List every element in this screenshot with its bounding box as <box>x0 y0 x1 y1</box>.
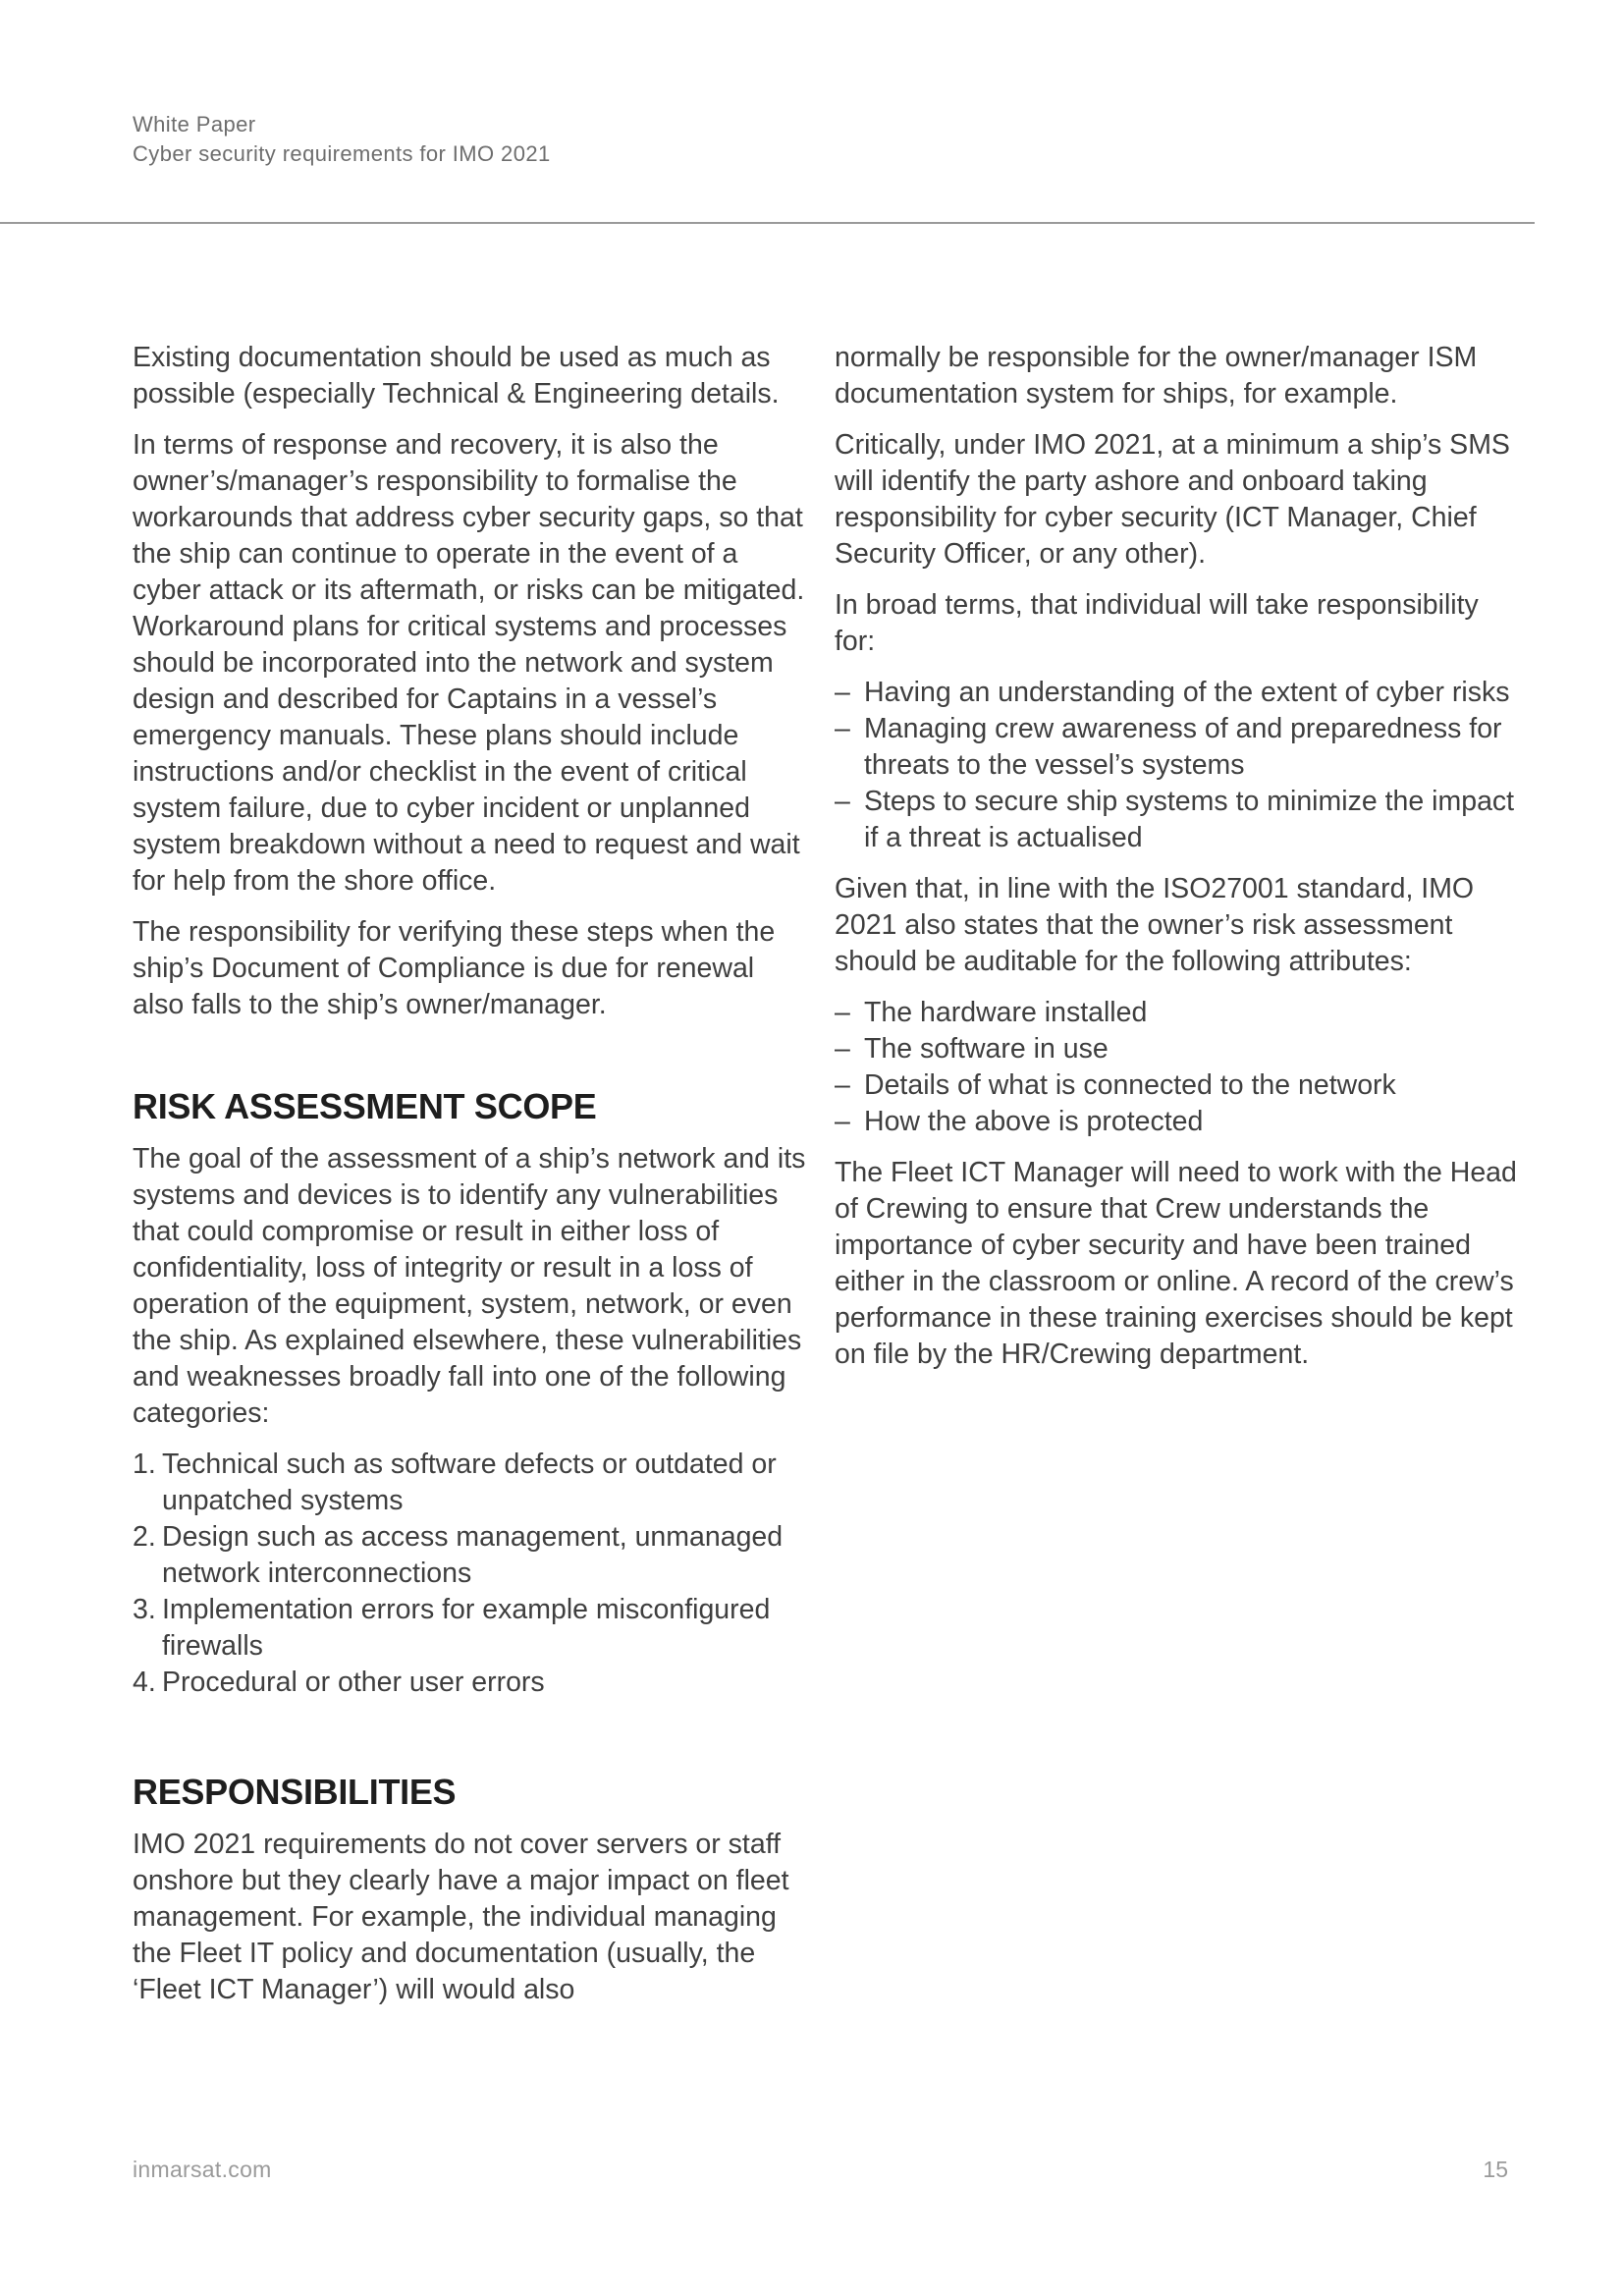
list-item-text: Managing crew awareness of and preparedness for threats to the vessel’s systems <box>864 713 1502 781</box>
paragraph-assessment-goal: The goal of the assessment of a ship’s network and its systems and devices is to identify any vulnerabilities that could compromise or result in either loss of confidentiality, loss of integrity or result in a loss of operation of the equipment, system, network, or even the ship. As explained elsewhere, these vulnerabilities and weaknesses broadly fall into one of the following categories: <box>133 1143 806 1429</box>
list-item <box>133 1519 810 1592</box>
dash-bullet: – <box>835 713 850 744</box>
list-item <box>133 1665 810 1701</box>
list-item-text: Design such as access management, unmanaged network interconnections <box>162 1521 784 1589</box>
list-item-text: Technical such as software defects or outdated or unpatched systems <box>162 1449 777 1516</box>
list-item-text: Having an understanding of the extent of cyber risks <box>864 677 1510 708</box>
paragraph-verification-responsibility: The responsibility for verifying these steps when the ship’s Document of Compliance is due for renewal also falls to the ship’s owner/manager. <box>133 916 776 1020</box>
paragraph-iso27001: Given that, in line with the ISO27001 standard, IMO 2021 also states that the owner’s risk assessment should be auditable for the following attributes: <box>835 873 1475 977</box>
list-item-text: Procedural or other user errors <box>162 1667 545 1698</box>
right-column <box>835 340 1522 1388</box>
header-doc-title: Cyber security requirements for IMO 2021 <box>133 141 551 166</box>
list-item-text: Steps to secure ship systems to minimize the impact if a threat is actualised <box>864 786 1515 853</box>
heading-responsibilities: RESPONSIBILITIES <box>133 1772 457 1812</box>
list-item <box>835 675 1522 711</box>
list-item <box>835 995 1522 1031</box>
heading-risk-assessment-scope: RISK ASSESSMENT SCOPE <box>133 1086 597 1126</box>
responsibility-list <box>835 675 1522 856</box>
paragraph-sms-responsibility: Critically, under IMO 2021, at a minimum a ship’s SMS will identify the party ashore and onboard taking responsibility for cyber security (ICT Manager, Chief Security Officer, or any other). <box>835 429 1510 570</box>
list-number: 1. <box>133 1449 156 1480</box>
header-doc-type: White Paper <box>133 112 256 137</box>
dash-bullet: – <box>835 677 850 708</box>
list-item <box>835 1104 1522 1140</box>
list-item <box>133 1592 810 1665</box>
paragraph-existing-documentation: Existing documentation should be used as much as possible (especially Technical & Engineering details. <box>133 342 780 410</box>
section-spacer <box>133 1716 810 1771</box>
vulnerability-categories-list <box>133 1447 810 1701</box>
header-divider <box>0 222 1535 224</box>
dash-bullet: – <box>835 997 850 1028</box>
dash-bullet: – <box>835 1106 850 1137</box>
footer-website-link[interactable]: inmarsat.com <box>133 2157 272 2182</box>
dash-bullet: – <box>835 1069 850 1101</box>
list-item-text: The software in use <box>864 1033 1109 1065</box>
list-item <box>835 1031 1522 1067</box>
paragraph-imo-requirements: IMO 2021 requirements do not cover servers or staff onshore but they clearly have a major impact on fleet management. For example, the individual managing the Fleet IT policy and documentation (usually, the ‘Fleet ICT Manager’) will would also <box>133 1829 789 2005</box>
list-item-text: The hardware installed <box>864 997 1148 1028</box>
dash-bullet: – <box>835 1033 850 1065</box>
paragraph-ism-continuation: normally be responsible for the owner/manager ISM documentation system for ships, for example. <box>835 342 1478 410</box>
paragraph-response-recovery: In terms of response and recovery, it is also the owner’s/manager’s responsibility to formalise the workarounds that address cyber security gaps, so that the ship can continue to operate in the event of a cyber attack or its aftermath, or risks can be mitigated. Workaround plans for critical systems and processes should be incorporated into the network and system design and described for Captains in a vessel’s emergency manuals. These plans should include instructions and/or checklist in the event of critical system failure, due to cyber incident or unplanned system breakdown without a need to request and wait for help from the shore office. <box>133 429 805 897</box>
list-number: 2. <box>133 1521 156 1553</box>
list-item <box>133 1447 810 1519</box>
auditable-attributes-list <box>835 995 1522 1140</box>
paragraph-fleet-ict-manager: The Fleet ICT Manager will need to work with the Head of Crewing to ensure that Crew understands the importance of cyber security and have been trained either in the classroom or online. A record of the crew’s performance in these training exercises should be kept on file by the HR/Crewing department. <box>835 1157 1517 1370</box>
list-item <box>835 711 1522 784</box>
list-item <box>835 784 1522 856</box>
list-number: 4. <box>133 1667 156 1698</box>
page-header <box>133 110 551 169</box>
section-spacer <box>133 1038 810 1085</box>
list-item-text: Details of what is connected to the network <box>864 1069 1396 1101</box>
list-number: 3. <box>133 1594 156 1625</box>
list-item <box>835 1067 1522 1104</box>
list-item-text: Implementation errors for example misconfigured firewalls <box>162 1594 771 1662</box>
left-column <box>133 340 810 2023</box>
page-number: 15 <box>1483 2157 1508 2182</box>
paragraph-broad-terms: In broad terms, that individual will take responsibility for: <box>835 589 1479 657</box>
list-item-text: How the above is protected <box>864 1106 1204 1137</box>
dash-bullet: – <box>835 786 850 817</box>
